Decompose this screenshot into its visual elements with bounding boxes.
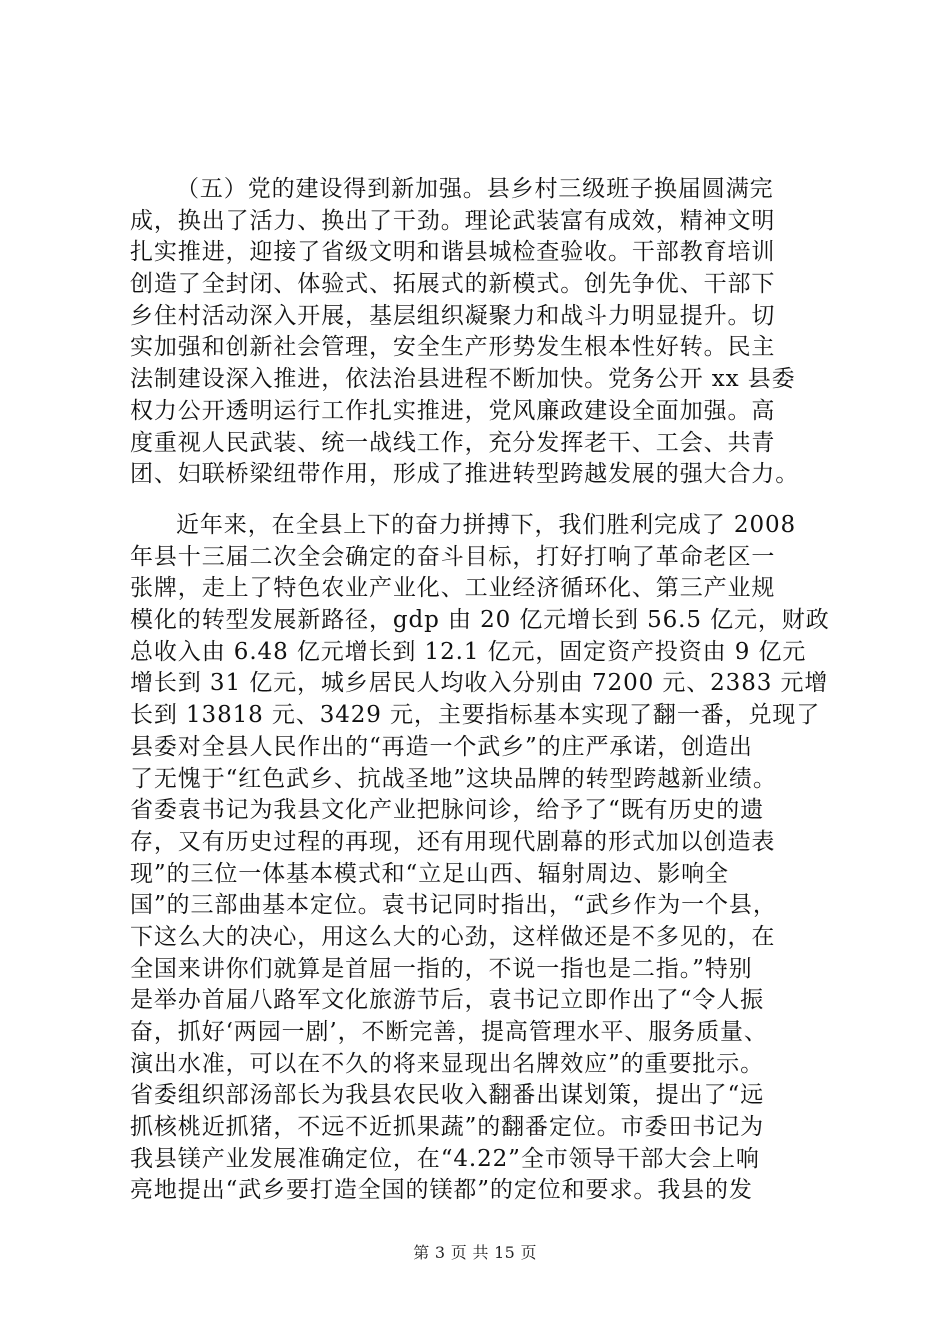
text-line: 总收入由 6.48 亿元增长到 12.1 亿元，固定资产投资由 9 亿元: [130, 638, 807, 665]
text-line: 增长到 31 亿元，城乡居民人均收入分别由 7200 元、2383 元增: [130, 670, 829, 697]
text-line: 下这么大的决心，用这么大的心劲，这样做还是不多见的，在: [130, 923, 776, 950]
text-line: 团、妇联桥梁纽带作用，形成了推进转型跨越发展的强大合力。: [130, 461, 800, 488]
text-line: 年县十三届二次全会确定的奋斗目标，打好打响了革命老区一: [130, 543, 776, 570]
text-line: 省委组织部汤部长为我县农民收入翻番出谋划策，提出了“远: [130, 1082, 765, 1109]
text-line: 创造了全封闭、体验式、拓展式的新模式。创先争优、干部下: [130, 271, 776, 298]
text-line: 我县镁产业发展准确定位，在“4.22”全市领导干部大会上响: [130, 1145, 760, 1172]
text-line: 全国来讲你们就算是首屈一指的，不说一指也是二指。”特别: [130, 955, 753, 982]
text-line: 现”的三位一体基本模式和“立足山西、辐射周边、影响全: [130, 860, 729, 887]
text-line: 度重视人民武装、统一战线工作，充分发挥老干、工会、共青: [130, 429, 776, 456]
text-line: 长到 13818 元、3429 元，主要指标基本实现了翻一番，兑现了: [130, 702, 821, 729]
text-line: 张牌，走上了特色农业产业化、工业经济循环化、第三产业规: [130, 575, 776, 602]
text-line: 乡住村活动深入开展，基层组织凝聚力和战斗力明显提升。切: [130, 302, 776, 329]
text-line: 实加强和创新社会管理，安全生产形势发生根本性好转。民主: [130, 334, 776, 361]
text-line: 抓核桃近抓猪，不远不近抓果蔬”的翻番定位。市委田书记为: [130, 1114, 765, 1141]
text-line: 国”的三部曲基本定位。袁书记同时指出，“武乡作为一个县，: [130, 892, 777, 919]
text-line: 是举办首届八路军文化旅游节后，袁书记立即作出了“令人振: [130, 987, 765, 1014]
paragraph-recent-years: [130, 510, 830, 1207]
text-line: 奋，抓好‘两园一剧’，不断完善，提高管理水平、服务质量、: [130, 1019, 768, 1045]
text-line: 县委对全县人民作出的“再造一个武乡”的庄严承诺，创造出: [130, 733, 753, 760]
text-line: 扎实推进，迎接了省级文明和谐县城检查验收。干部教育培训: [130, 239, 776, 266]
page-number-footer: 第 3 页 共 15 页: [413, 1243, 537, 1262]
text-line: 权力公开透明运行工作扎实推进，党风廉政建设全面加强。高: [130, 397, 776, 424]
text-line: 演出水准，可以在不久的将来显现出名牌效应”的重要批示。: [130, 1050, 765, 1077]
paragraph-party-building: [130, 174, 830, 491]
text-line: 模化的转型发展新路径，gdp 由 20 亿元增长到 56.5 亿元，财政: [130, 607, 830, 634]
text-line: 近年来，在全县上下的奋力拼搏下，我们胜利完成了 2008: [176, 512, 797, 538]
text-line: 成，换出了活力、换出了干劲。理论武装富有成效，精神文明: [130, 207, 776, 234]
text-line: 法制建设深入推进，依法治县进程不断加快。党务公开 xx 县委: [130, 366, 796, 393]
text-line: 亮地提出“武乡要打造全国的镁都”的定位和要求。我县的发: [130, 1177, 753, 1204]
text-line: （五）党的建设得到新加强。县乡村三级班子换届圆满完: [176, 176, 774, 202]
text-line: 省委袁书记为我县文化产业把脉问诊，给予了“既有历史的遗: [130, 797, 765, 824]
text-line: 了无愧于“红色武乡、抗战圣地”这块品牌的转型跨越新业绩。: [130, 765, 777, 792]
text-line: 存，又有历史过程的再现，还有用现代剧幕的形式加以创造表: [130, 828, 776, 855]
